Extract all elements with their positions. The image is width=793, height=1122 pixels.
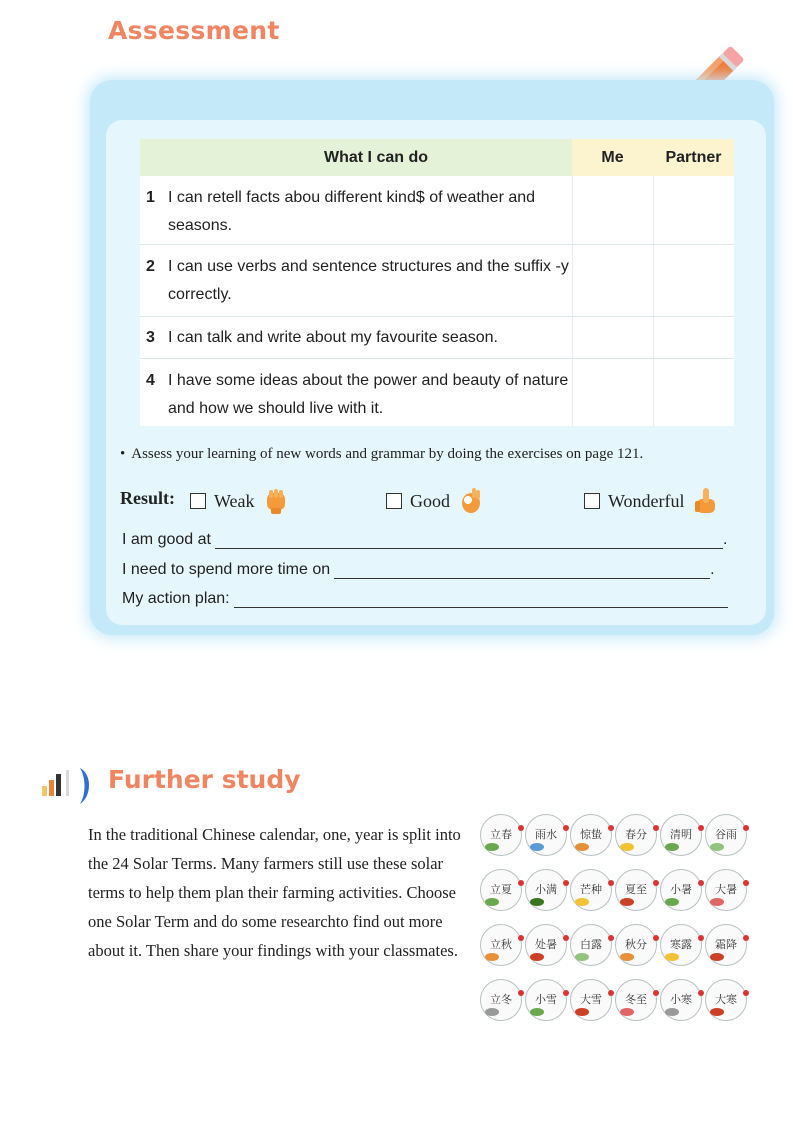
solar-term-icon: 芒种 [570, 869, 612, 911]
table-row [140, 358, 734, 426]
solar-term-icon: 小寒 [660, 979, 702, 1021]
solar-term-icon: 小暑 [660, 869, 702, 911]
solar-term-icon: 夏至 [615, 869, 657, 911]
row-number: 1 [146, 189, 155, 206]
row-text: I can retell facts abou different kind$ of weather and seasons. [168, 189, 536, 234]
solar-term-icon: 冬至 [615, 979, 657, 1021]
further-study-icon [40, 764, 96, 806]
solar-term-icon: 惊蛰 [570, 814, 612, 856]
result-option-good[interactable] [386, 487, 484, 515]
row-number: 3 [146, 328, 155, 346]
solar-term-icon: 大雪 [570, 979, 612, 1021]
solar-term-icon: 寒露 [660, 924, 702, 966]
solar-term-icon: 处暑 [525, 924, 567, 966]
solar-term-icon: 小满 [525, 869, 567, 911]
table-header-row [140, 139, 734, 176]
result-option-label: Weak [214, 490, 255, 511]
row-text: I can talk and write about my favourite season. [168, 328, 498, 346]
checkbox-weak[interactable] [190, 493, 206, 509]
line-prompt: I am good at [122, 531, 211, 548]
line-prompt: I need to spend more time on [122, 561, 331, 578]
me-cell[interactable] [572, 358, 653, 426]
solar-term-icon: 立夏 [480, 869, 522, 911]
further-study-title: Further study [108, 765, 301, 794]
solar-term-icon: 小雪 [525, 979, 567, 1021]
row-number: 2 [146, 257, 155, 275]
table-row [140, 316, 734, 358]
solar-term-icon: 谷雨 [705, 814, 747, 856]
solar-term-icon: 立春 [480, 814, 522, 856]
partner-cell[interactable] [653, 316, 734, 358]
result-option-wonderful[interactable] [584, 487, 719, 515]
result-label: Result: [120, 488, 175, 508]
assessment-table [140, 139, 734, 426]
thumbs-up-icon [693, 487, 719, 515]
line-end: . [722, 531, 728, 548]
row-number: 4 [146, 371, 155, 389]
note-text: Assess your learning of new words and grammar by doing the exercises on page 121. [131, 446, 644, 462]
line-end: . [710, 561, 715, 578]
solar-term-icon: 雨水 [525, 814, 567, 856]
row-text: I have some ideas about the power and beauty of nature and how we should live with it. [168, 371, 569, 417]
solar-term-icon: 立秋 [480, 924, 522, 966]
line-prompt: My action plan: [122, 590, 230, 607]
table-row [140, 176, 734, 244]
solar-term-icon: 霜降 [705, 924, 747, 966]
me-cell[interactable] [572, 244, 653, 316]
me-cell[interactable] [572, 176, 653, 244]
solar-term-icon: 春分 [615, 814, 657, 856]
more-time-line[interactable] [122, 561, 715, 579]
assessment-title: Assessment [108, 16, 280, 45]
answer-rule[interactable] [334, 564, 710, 579]
table-row [140, 244, 734, 316]
partner-cell[interactable] [653, 358, 734, 426]
header-me: Me [572, 139, 653, 176]
solar-term-icon: 秋分 [615, 924, 657, 966]
solar-terms-grid [480, 808, 750, 1028]
solar-term-icon: 清明 [660, 814, 702, 856]
fist-icon [263, 487, 289, 515]
result-option-label: Wonderful [608, 490, 685, 511]
checkbox-wonderful[interactable] [584, 493, 600, 509]
solar-term-icon: 白露 [570, 924, 612, 966]
result-option-weak[interactable] [190, 487, 289, 515]
action-plan-line[interactable] [122, 590, 728, 608]
checkbox-good[interactable] [386, 493, 402, 509]
bullet-icon: • [120, 446, 126, 462]
solar-term-icon: 大暑 [705, 869, 747, 911]
solar-term-icon: 立冬 [480, 979, 522, 1021]
answer-rule[interactable] [234, 593, 728, 608]
result-option-label: Good [410, 490, 450, 511]
good-at-line[interactable] [122, 531, 727, 549]
ok-hand-icon [458, 487, 484, 515]
partner-cell[interactable] [653, 176, 734, 244]
further-study-body: In the traditional Chinese calendar, one, year is split into the 24 Solar Terms. Many farmers still use these solar terms to help them plan their farming activities. Choose one Solar Term and do some researchto find out more about it. Then share your findings with your classmates. [88, 825, 461, 960]
header-partner: Partner [653, 139, 734, 176]
partner-cell[interactable] [653, 244, 734, 316]
solar-term-icon: 大寒 [705, 979, 747, 1021]
me-cell[interactable] [572, 316, 653, 358]
row-text: I can use verbs and sentence structures and the suffix -y correctly. [168, 257, 569, 303]
assessment-note [120, 446, 643, 463]
header-what-i-can-do: What I can do [140, 139, 572, 176]
answer-rule[interactable] [215, 534, 723, 549]
